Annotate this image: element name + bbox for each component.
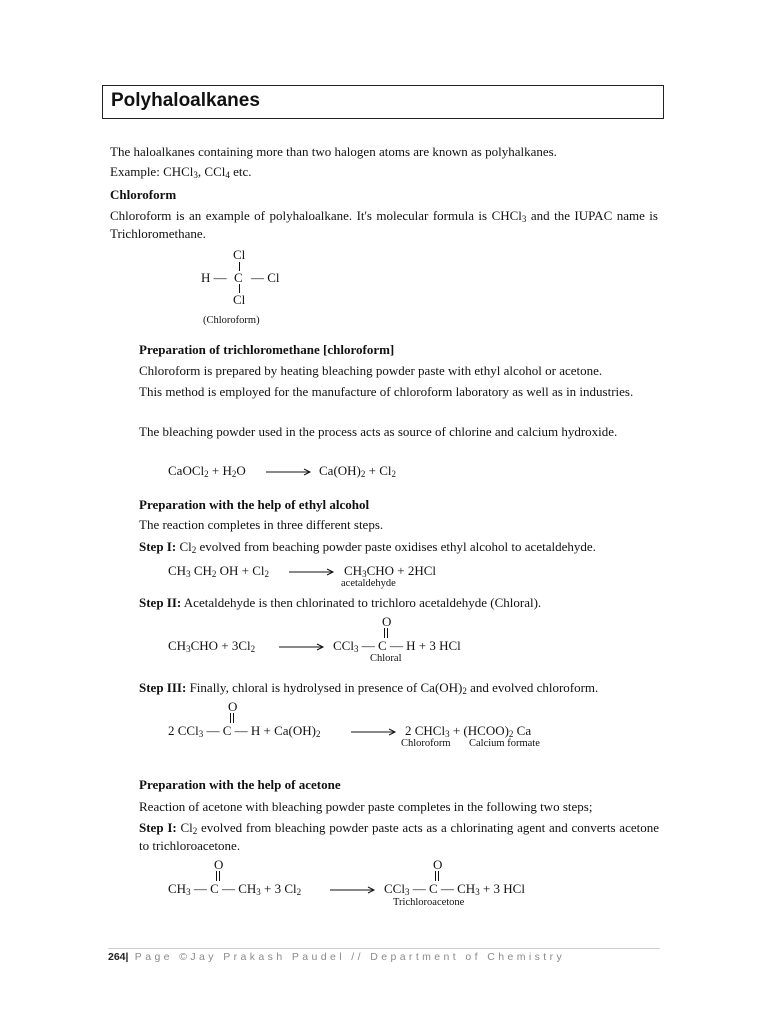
preparation-p3: The bleaching powder used in the process acts as source of chlorine and calcium hydroxide. <box>139 424 618 439</box>
preparation-p2: This method is employed for the manufacture of chloroform laboratory as well as in industries. <box>139 384 634 399</box>
double-bond <box>384 628 388 638</box>
chloroform-heading: Chloroform <box>110 187 177 202</box>
struct-caption: (Chloroform) <box>203 315 260 326</box>
footer-separator: | <box>125 951 129 963</box>
intro-text: The haloalkanes containing more than two halogen atoms are known as polyhalkanes. <box>110 144 557 159</box>
arrow-icon <box>279 642 325 652</box>
arrow-icon <box>330 885 376 895</box>
acetaldehyde-caption: acetaldehyde <box>341 578 396 589</box>
struct-right: — Cl <box>251 270 280 285</box>
preparation-heading: Preparation of trichloromethane [chloroform] <box>139 342 395 357</box>
chloroform-description: Chloroform is an example of polyhaloalkane. It's molecular formula is CHCl$_3$ and the IUPAC name is Trichloromethane. <box>110 208 658 241</box>
arrow-icon <box>289 567 335 577</box>
chloroform-caption: Chloroform <box>401 738 451 749</box>
intro-example: Example: CHCl$_3$, CCl$_4$ etc. <box>110 164 252 180</box>
page-title: Polyhaloalkanes <box>111 90 260 111</box>
preparation-p1: Chloroform is prepared by heating bleaching powder paste with ethyl alcohol or acetone. <box>139 363 603 378</box>
ethyl-intro: The reaction completes in three different steps. <box>139 517 384 532</box>
page-number: 264 <box>108 951 126 963</box>
ethyl-step1: Step I: $Cl_2$ evolved from beaching powder paste oxidises ethyl alcohol to acetaldehyde. <box>139 539 596 555</box>
struct-top-cl: Cl <box>233 247 246 262</box>
trichloroacetone-caption: Trichloroacetone <box>393 897 465 908</box>
calcium-formate-caption: Calcium formate <box>469 738 540 749</box>
ethyl-heading: Preparation with the help of ethyl alcohol <box>139 497 370 512</box>
ethyl-step3: Step III: Finally, chloral is hydrolysed in presence of $Ca(OH)_2$ and evolved chloroform. <box>139 680 599 696</box>
double-bond <box>230 713 234 723</box>
struct-bottom-cl: Cl <box>233 292 246 307</box>
arrow-icon <box>266 467 312 477</box>
footer-text: Page ©Jay Prakash Paudel // Department of Chemistry <box>128 951 566 963</box>
ethyl-step2: Step II: Acetaldehyde is then chlorinated to trichloro acetaldehyde (Chloral). <box>139 595 542 610</box>
arrow-icon <box>351 727 397 737</box>
acetone-step1: Step I: $Cl_2$ evolved from bleaching powder paste acts as a chlorinating agent and converts acetone to trichloroacetone. <box>139 820 659 853</box>
acetone-intro: Reaction of acetone with bleaching powder paste completes in the following two steps; <box>139 799 593 814</box>
page-footer <box>108 951 565 963</box>
double-bond <box>216 871 220 881</box>
title-box <box>102 85 664 119</box>
chloral-caption: Chloral <box>370 653 402 664</box>
struct-left: H — <box>201 270 227 285</box>
struct-center: C <box>234 270 243 285</box>
footer-divider <box>108 948 660 949</box>
double-bond <box>435 871 439 881</box>
acetone-heading: Preparation with the help of acetone <box>139 777 341 792</box>
